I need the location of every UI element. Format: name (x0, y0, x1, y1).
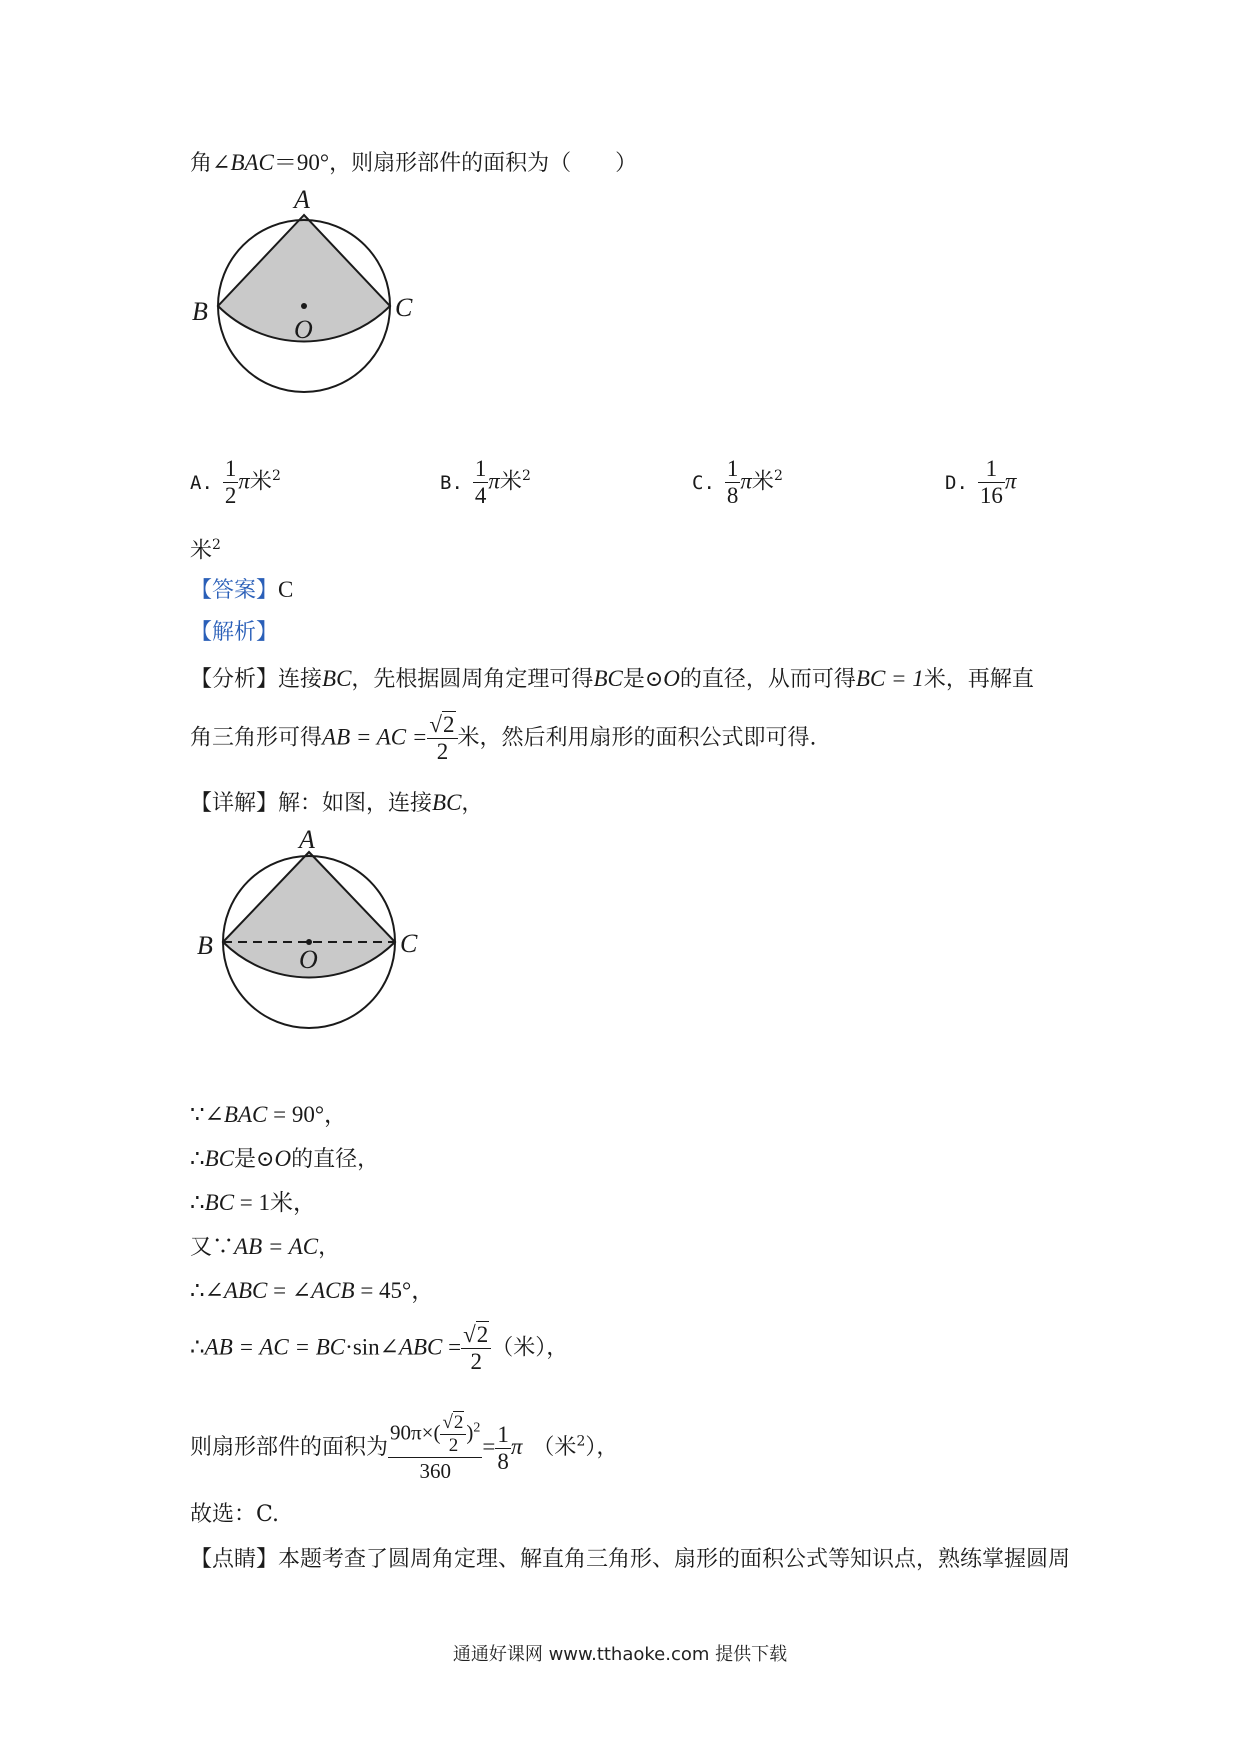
option-a: A. $\frac{1}{2}$ π米$^2$ (190, 456, 281, 508)
sqrt: √2 (429, 712, 455, 737)
option-d: D. $\frac{1}{16}$ π (945, 456, 1017, 508)
sqrt: √2 (463, 1322, 489, 1347)
step-8: 故选：C. (190, 1502, 280, 1527)
fraction: $\frac{1}{16}$ (979, 456, 1003, 508)
option-d-unit: 米$^2$ (190, 537, 221, 564)
analysis-heading: 【解析】 (190, 620, 279, 645)
fraction: $\frac{1}{4}$ (474, 456, 487, 508)
fraction: $\frac{1}{2}$ (224, 456, 237, 508)
fraction: $\frac{1}{8}$ (726, 456, 739, 508)
page-footer: 通通好课网 www.tthaoke.com 提供下载 (452, 1644, 788, 1665)
label-a-2: A (299, 830, 315, 854)
xiangjie-line: 【详解】解：如图，连接BC， (190, 790, 484, 816)
step-6: ∴AB = AC = BC·sin∠ABC = $\frac{√2}{2}$ （米）， (190, 1322, 569, 1374)
figure-sector-2 (195, 830, 435, 1040)
area-fraction: 90π×( $\frac{√2}{2}$ )$^2$ 360 (390, 1412, 481, 1483)
fraction: $\frac{√2}{2}$ (461, 1322, 491, 1375)
label-c-2: C (400, 929, 418, 958)
option-b: B. $\frac{1}{4}$ π米$^2$ (440, 456, 531, 508)
figure-sector-1 (190, 190, 430, 410)
fraction: $\frac{√2}{2}$ (427, 712, 457, 765)
label-b-2: B (197, 931, 213, 960)
label-o: O (294, 315, 313, 344)
fenxi-line-1: 【分析】连接BC，先根据圆周角定理可得BC是⊙O的直径，从而可得BC = 1米，再解直 (190, 666, 1034, 692)
step-2: ∴BC是⊙O的直径， (190, 1146, 380, 1172)
step-3: ∴BC = 1米， (190, 1190, 317, 1215)
label-a: A (294, 190, 310, 214)
option-c: C. $\frac{1}{8}$ π米$^2$ (692, 456, 783, 508)
label-b: B (192, 297, 208, 326)
sqrt: √2 (442, 1412, 464, 1433)
question-line: 角∠BAC＝90°，则扇形部件的面积为（ ） (190, 150, 638, 176)
label-o-2: O (299, 945, 318, 974)
dianjing-line: 【点睛】本题考查了圆周角定理、解直角三角形、扇形的面积公式等知识点，熟练掌握圆周 (190, 1547, 1071, 1572)
step-4: 又∵AB = AC， (190, 1234, 341, 1260)
label-c: C (395, 293, 413, 322)
step-7: 则扇形部件的面积为 90π×( $\frac{√2}{2}$ )$^2$ 360 = $\frac{1}{8}$ π （米$^2$）， (190, 1412, 619, 1483)
fenxi-line-2: 角三角形可得AB = AC = $\frac{√2}{2}$ 米，然后利用扇形的面积公式即可得. (190, 712, 817, 764)
inner-fraction: $\frac{√2}{2}$ (440, 1412, 466, 1457)
answer-line: 【答案】C (190, 577, 294, 603)
step-5: ∴∠ABC = ∠ACB = 45°， (190, 1278, 435, 1303)
fraction: $\frac{1}{8}$ (497, 1421, 509, 1474)
center-point (301, 303, 307, 309)
step-1: ∵∠BAC = 90°， (190, 1102, 348, 1127)
